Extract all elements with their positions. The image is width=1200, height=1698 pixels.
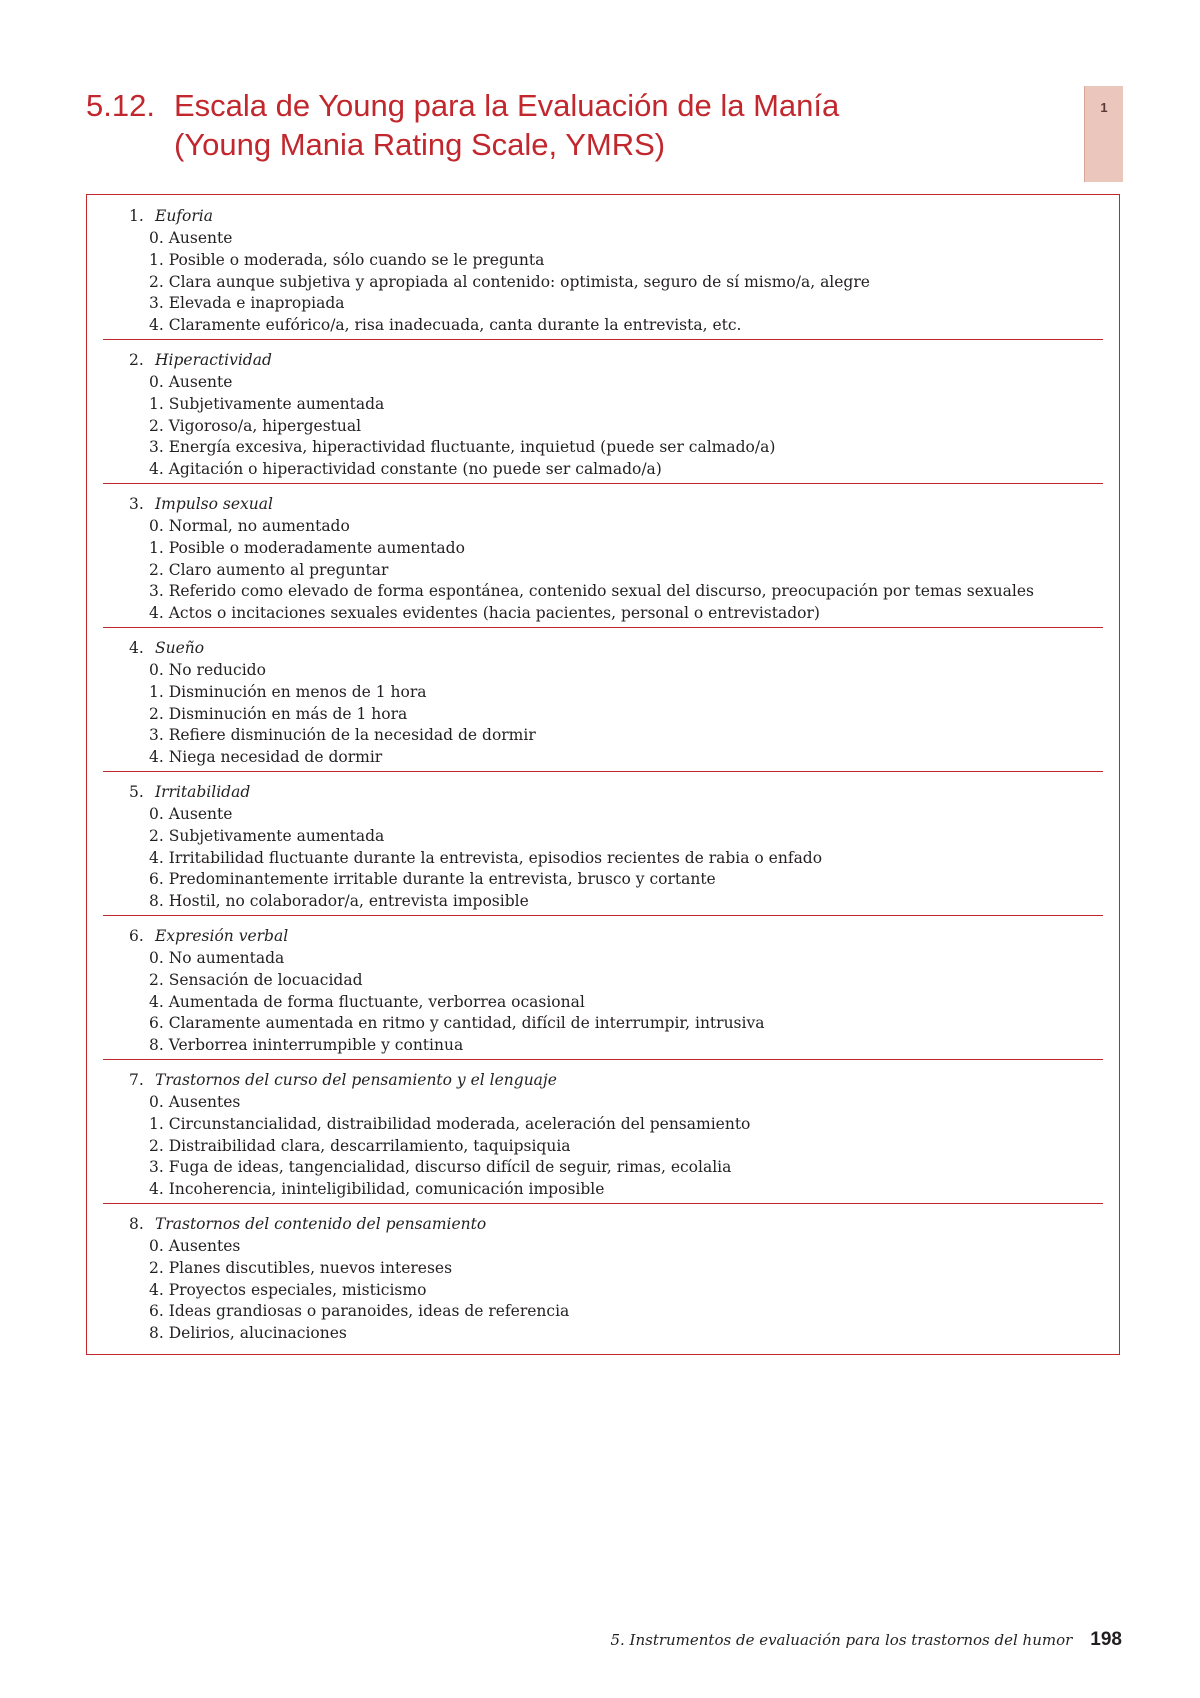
item-option: 4. Claramente eufórico/a, risa inadecuada, canta durante la entrevista, etc.: [149, 316, 742, 335]
scale-item: [103, 915, 1103, 1060]
item-number: 6.: [129, 927, 144, 945]
item-number: 7.: [129, 1071, 144, 1089]
item-options: [149, 516, 1034, 625]
item-title: Sueño: [155, 639, 205, 657]
title-line-2: (Young Mania Rating Scale, YMRS): [174, 127, 666, 162]
scale-item: [103, 195, 1103, 340]
item-options: [149, 804, 822, 913]
item-number: 4.: [129, 639, 144, 657]
title-line-1: [86, 86, 1046, 125]
item-option: 0. Ausente: [149, 373, 233, 391]
item-number: 1.: [129, 207, 144, 225]
item-heading: [129, 1214, 486, 1234]
item-option: 8. Hostil, no colaborador/a, entrevista imposible: [149, 892, 529, 911]
item-option: 0. Ausentes: [149, 1093, 241, 1111]
item-options: [149, 228, 870, 337]
item-option: 6. Ideas grandiosas o paranoides, ideas de referencia: [149, 1302, 570, 1321]
item-heading: [129, 926, 288, 946]
item-option: 6. Predominantemente irritable durante la entrevista, brusco y cortante: [149, 870, 716, 889]
item-title: Trastornos del contenido del pensamiento: [155, 1215, 487, 1233]
item-title: Euforia: [155, 207, 213, 225]
item-option: 4. Agitación o hiperactividad constante (no puede ser calmado/a): [149, 460, 662, 479]
item-number: 5.: [129, 783, 144, 801]
item-option: 0. No aumentada: [149, 949, 285, 967]
item-heading: [129, 782, 250, 802]
item-number: 3.: [129, 495, 144, 513]
item-option: 3. Referido como elevado de forma espontánea, contenido sexual del discurso, preocupación por temas sexuales: [149, 582, 1034, 601]
item-option: 4. Proyectos especiales, misticismo: [149, 1280, 427, 1299]
footer-chapter-text: 5. Instrumentos de evaluación para los trastornos del humor: [610, 1631, 1073, 1649]
item-number: 2.: [129, 351, 144, 369]
item-option: 0. Ausente: [149, 229, 233, 247]
item-option: 4. Aumentada de forma fluctuante, verborrea ocasional: [149, 992, 585, 1011]
item-option: 3. Elevada e inapropiada: [149, 294, 345, 313]
item-option: 3. Fuga de ideas, tangencialidad, discurso difícil de seguir, rimas, ecolalia: [149, 1158, 732, 1177]
item-options: [149, 1236, 569, 1345]
item-option: 2. Vigoroso/a, hipergestual: [149, 416, 362, 435]
item-option: 8. Verborrea ininterrumpible y continua: [149, 1036, 464, 1055]
item-options: [149, 372, 775, 481]
item-option: 1. Posible o moderada, sólo cuando se le pregunta: [149, 250, 545, 269]
title-text-line-1: Escala de Young para la Evaluación de la Manía: [174, 88, 840, 123]
item-option: 4. Incoherencia, ininteligibilidad, comunicación imposible: [149, 1180, 605, 1199]
item-title: Expresión verbal: [155, 927, 289, 945]
item-heading: [129, 350, 272, 370]
item-heading: [129, 1070, 557, 1090]
item-options: [149, 660, 536, 769]
chapter-tab: [1084, 86, 1123, 182]
item-options: [149, 948, 764, 1057]
page-footer: [610, 1628, 1122, 1652]
item-option: 0. Ausentes: [149, 1237, 241, 1255]
item-title: Impulso sexual: [155, 495, 273, 513]
item-option: 2. Subjetivamente aumentada: [149, 826, 385, 845]
scale-item: [103, 1059, 1103, 1204]
chapter-tab-label: 1: [1100, 100, 1108, 115]
item-number: 8.: [129, 1215, 144, 1233]
item-title: Irritabilidad: [155, 783, 251, 801]
item-option: 2. Distraibilidad clara, descarrilamiento, taquipsiquia: [149, 1136, 571, 1155]
item-heading: [129, 494, 273, 514]
scale-item: [103, 483, 1103, 628]
rating-scale-box: [86, 194, 1120, 1355]
page-number: 198: [1090, 1629, 1122, 1650]
scale-item: [103, 627, 1103, 772]
item-title: Trastornos del curso del pensamiento y el lenguaje: [155, 1071, 557, 1089]
item-option: 4. Niega necesidad de dormir: [149, 748, 383, 767]
item-option: 0. Ausente: [149, 805, 233, 823]
item-option: 1. Disminución en menos de 1 hora: [149, 682, 427, 701]
item-option: 2. Clara aunque subjetiva y apropiada al contenido: optimista, seguro de sí mismo/a, alegre: [149, 272, 870, 291]
item-option: 4. Irritabilidad fluctuante durante la entrevista, episodios recientes de rabia o enfado: [149, 848, 823, 867]
section-number: 5.12.: [86, 88, 155, 123]
item-option: 2. Disminución en más de 1 hora: [149, 704, 408, 723]
item-option: 6. Claramente aumentada en ritmo y cantidad, difícil de interrumpir, intrusiva: [149, 1014, 765, 1033]
item-option: 0. No reducido: [149, 661, 266, 679]
item-option: 4. Actos o incitaciones sexuales evidentes (hacia pacientes, personal o entrevistador): [149, 604, 820, 623]
item-option: 0. Normal, no aumentado: [149, 517, 350, 535]
item-option: 3. Energía excesiva, hiperactividad fluctuante, inquietud (puede ser calmado/a): [149, 438, 776, 457]
item-option: 2. Sensación de locuacidad: [149, 970, 363, 989]
item-option: 8. Delirios, alucinaciones: [149, 1324, 347, 1343]
item-option: 1. Subjetivamente aumentada: [149, 394, 385, 413]
page-title: [86, 86, 1046, 164]
item-options: [149, 1092, 750, 1201]
scale-item: [103, 1203, 1103, 1347]
item-title: Hiperactividad: [155, 351, 272, 369]
item-heading: [129, 638, 204, 658]
item-option: 1. Posible o moderadamente aumentado: [149, 538, 465, 557]
item-heading: [129, 206, 213, 226]
scale-item: [103, 771, 1103, 916]
item-option: 2. Planes discutibles, nuevos intereses: [149, 1258, 453, 1277]
item-option: 2. Claro aumento al preguntar: [149, 560, 389, 579]
item-option: 3. Refiere disminución de la necesidad de dormir: [149, 726, 536, 745]
scale-item: [103, 339, 1103, 484]
item-option: 1. Circunstancialidad, distraibilidad moderada, aceleración del pensamiento: [149, 1114, 751, 1133]
